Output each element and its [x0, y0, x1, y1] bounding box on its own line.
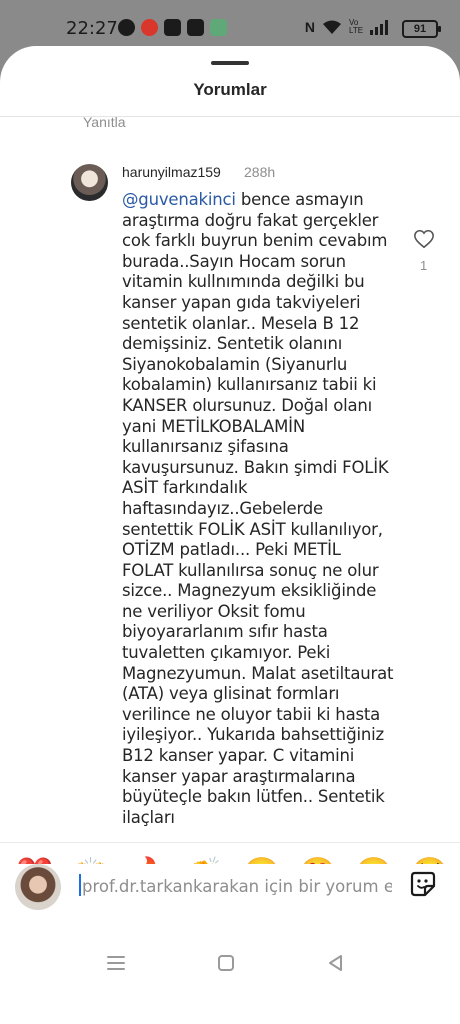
sheet-title: Yorumlar — [193, 80, 267, 99]
comment-input-row — [0, 864, 460, 928]
current-user-avatar — [15, 864, 61, 910]
comment-mention[interactable]: @guvenakinci — [122, 190, 236, 209]
battery-indicator — [402, 20, 438, 38]
battery-level: 91 — [413, 23, 427, 35]
like-count: 1 — [420, 258, 428, 273]
commenter-username[interactable]: harunyilmaz159 — [122, 164, 221, 180]
whatsapp-icon — [118, 19, 135, 36]
triangle-back-icon[interactable] — [324, 951, 348, 975]
comment-time: 288h — [244, 164, 276, 180]
sheet-grabber[interactable] — [211, 61, 249, 65]
notification-icons — [118, 19, 227, 36]
comment-body: bence asmayın araştırma doğru fakat gerçekler cok farklı buyrun benim cevabım burada..Sayın Hocam sorun vitamin kullnımında değilki bu kanser yapan gıda takviyeleri sentetik olanlar.. Mesela B 12 demişsiniz. Sentetik olanını Siyanokobalamin (Siyanurlu kobalamin) kullanırsanız tabii ki KANSER olursunuz. Doğal olanı yani METİLKOBALAMİN kullanırsanız şifasına kavuşursunuz. Bakın şimdi FOLİK ASİT farkındalık haftasındayız..Gebelerde sentettik FOLİK ASİT kullanılıyor, OTİZM patladı... Peki METİL FOLAT kullanılırsa sonuç ne olur sizce.. Magnezyum eksikliğinde ne veriliyor Oksit fomu biyoyararlanım sıfır hasta tuvaletten çıkamıyor. Peki Magnezyumun. Malat asetiltaurat (ATA) veya glisinat formları verilince ne oluyor tabii ki hasta iyileşiyor.. Yukarıda bahsettiğiniz B12 kanser yapar. C vitamini kanser yapar araştırmalarına büyüteçle bakın lütfen.. Sentetik ilaçları — [122, 190, 394, 827]
previous-reply-button[interactable]: Yanıtla — [83, 114, 126, 130]
system-navigation-bar — [0, 928, 460, 1024]
comment-text — [122, 190, 394, 828]
wifi-icon — [322, 19, 342, 35]
volte-label: Vo LTE — [349, 18, 364, 35]
square-home-icon[interactable] — [214, 951, 238, 975]
header-divider — [0, 116, 460, 117]
heart-outline-icon[interactable] — [413, 228, 435, 250]
sticker-icon[interactable] — [409, 870, 437, 898]
text-caret — [79, 874, 81, 896]
commenter-avatar[interactable] — [71, 164, 108, 201]
download-icon — [210, 19, 227, 36]
comment-input[interactable] — [82, 872, 392, 900]
youtube-icon — [164, 19, 181, 36]
status-time: 22:27 — [66, 18, 118, 39]
signal-icon — [370, 19, 388, 35]
nfc-icon: N — [304, 19, 315, 35]
menu-icon[interactable] — [104, 951, 128, 975]
box-icon — [187, 19, 204, 36]
system-icons — [305, 19, 388, 35]
vodafone-icon — [141, 19, 158, 36]
